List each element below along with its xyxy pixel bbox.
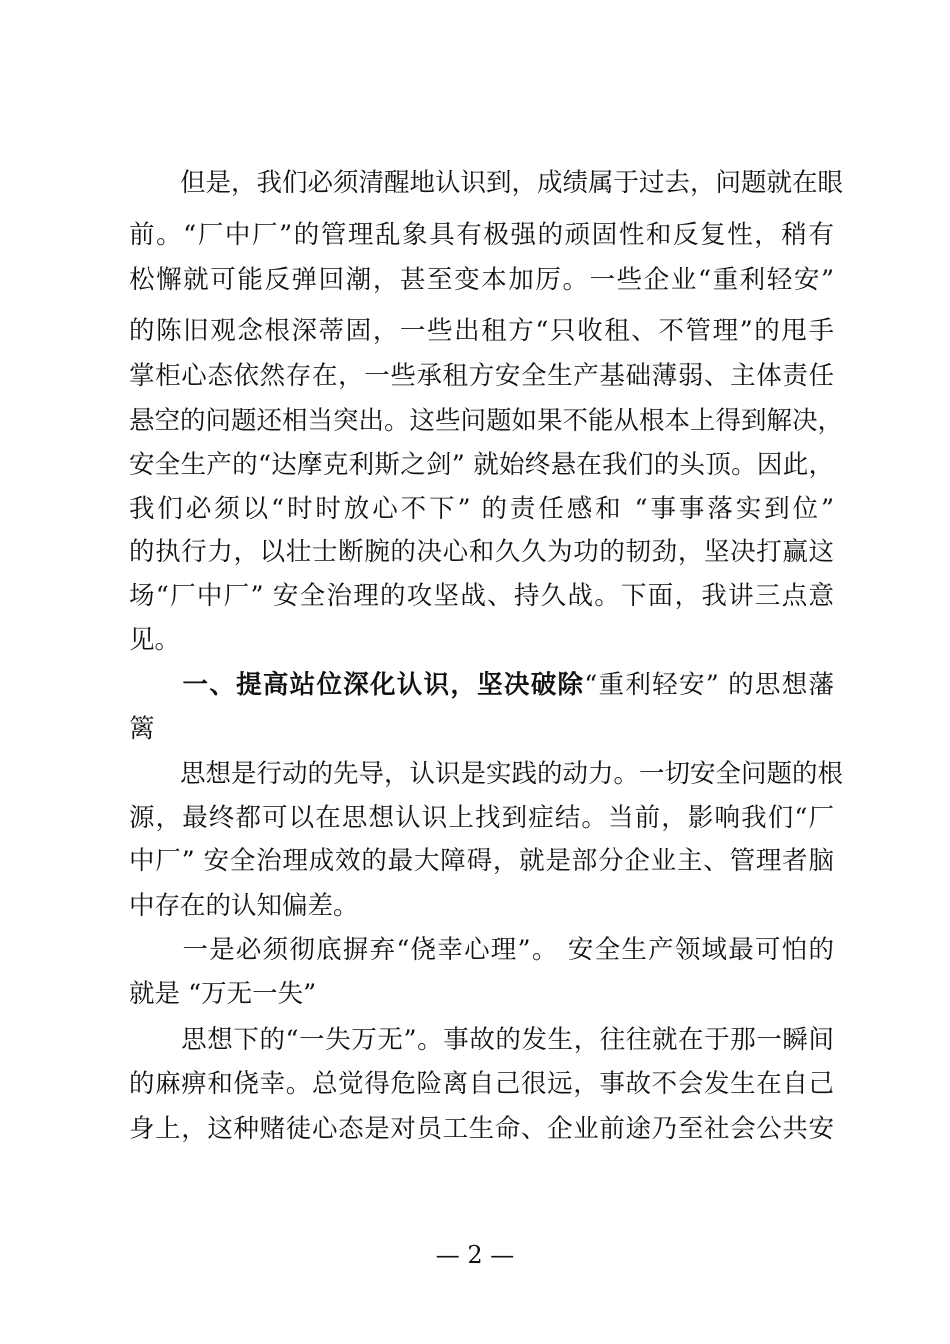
text-line: 源，最终都可以在思想认识上找到症结。当前，影响我们“厂 — [129, 803, 834, 833]
heading-normal-text: “重利轻安” 的思想藩 — [584, 670, 834, 700]
text-line: 的麻痹和侥幸。总觉得危险离自己很远，事故不会发生在自己 — [129, 1069, 834, 1099]
text-line: 中存在的认知偏差。 — [129, 891, 359, 921]
text-line: 场“厂中厂” 安全治理的攻坚战、持久战。下面，我讲三点意 — [129, 581, 834, 611]
text-line: 安全生产的“达摩克利斯之剑” 就始终悬在我们的头顶。因此， — [129, 450, 834, 480]
text-line: 身上，这种赌徒心态是对员工生命、企业前途乃至社会公共安 — [129, 1114, 834, 1144]
section-heading-continued: 篱 — [129, 714, 155, 744]
heading-bold-text: 一、提高站位深化认识，坚决破除 — [129, 670, 585, 700]
text-line: 中厂” 安全治理成效的最大障碍，就是部分企业主、管理者脑 — [129, 846, 834, 876]
text-line: 前。“厂中厂”的管理乱象具有极强的顽固性和反复性，稍有 — [129, 220, 834, 250]
text-line: 思想是行动的先导，认识是实践的动力。一切安全问题的根 — [129, 759, 844, 789]
section-heading — [129, 667, 834, 703]
text-line: 的陈旧观念根深蒂固，一些出租方“只收租、不管理”的甩手 — [129, 316, 834, 346]
text-line: 见。 — [129, 625, 181, 655]
text-line: 掌柜心态依然存在，一些承租方安全生产基础薄弱、主体责任 — [129, 361, 834, 391]
text-line: 思想下的“一失万无”。事故的发生，往往就在于那一瞬间 — [129, 1025, 834, 1055]
text-line: 悬空的问题还相当突出。这些问题如果不能从根本上得到解决， — [129, 406, 844, 436]
page-number: — 2 — — [435, 1241, 515, 1269]
text-line: 一是必须彻底摒弃“侥幸心理”。 安全生产领域最可怕的 — [129, 935, 834, 965]
text-line: 就是 “万无一失” — [129, 979, 317, 1009]
text-line: 但是，我们必须清醒地认识到，成绩属于过去，问题就在眼 — [129, 168, 844, 198]
text-line: 我们必须以“时时放心不下” 的责任感和 “事事落实到位” — [129, 494, 834, 524]
text-line: 松懈就可能反弹回潮，甚至变本加厉。一些企业“重利轻安” — [129, 265, 834, 295]
text-line: 的执行力，以壮士断腕的决心和久久为功的韧劲，坚决打赢这 — [129, 537, 834, 567]
